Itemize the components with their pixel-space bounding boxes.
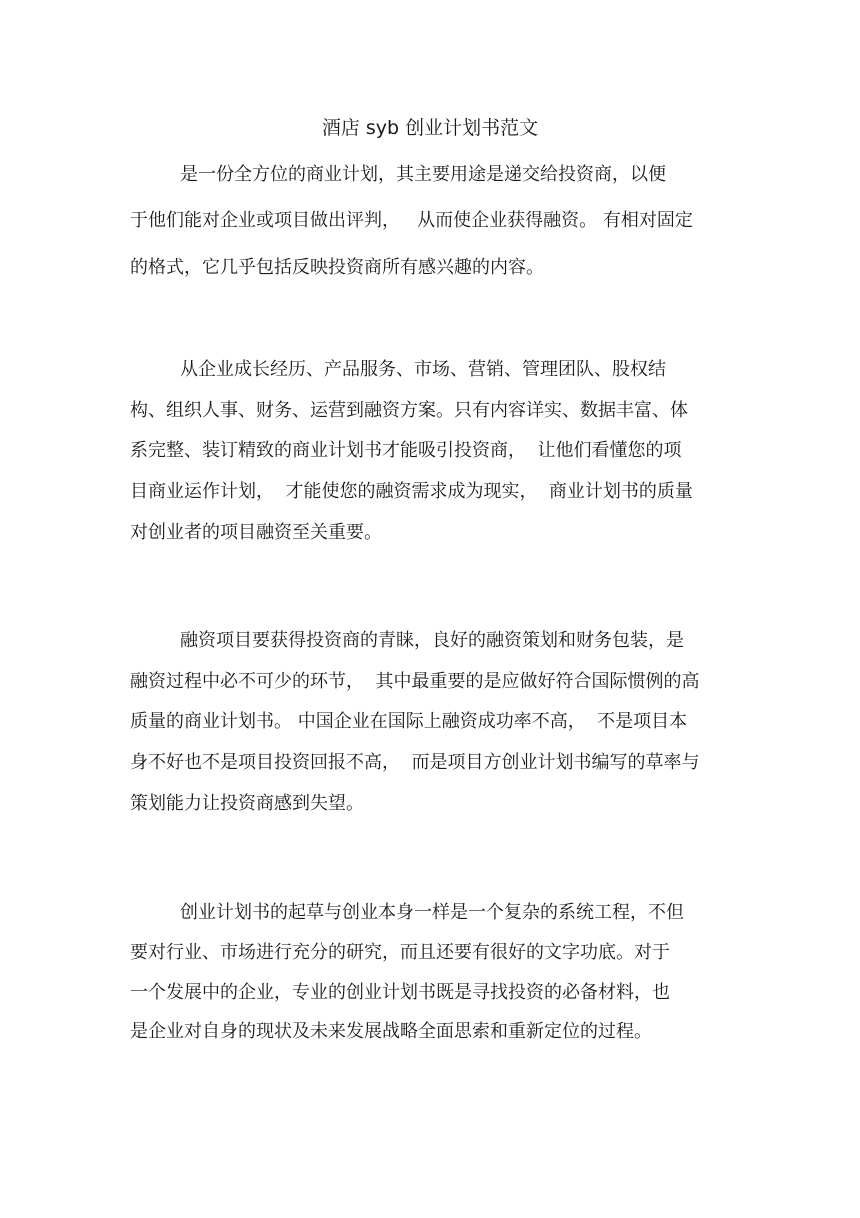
paragraph-line: 一个发展中的企业，专业的创业计划书既是寻找投资的必备材料，也	[130, 982, 670, 1003]
paragraph-line: 创业计划书的起草与创业本身一样是一个复杂的系统工程，不但	[180, 902, 684, 923]
paragraph-line: 构、组织人事、财务、运营到融资方案。只有内容详实、数据丰富、体	[130, 400, 688, 421]
paragraph-line: 质量的商业计划书。 中国企业在国际上融资成功率不高， 不是项目本	[130, 711, 688, 732]
paragraph-line: 要对行业、市场进行充分的研究，而且还要有很好的文字功底。对于	[130, 942, 670, 963]
document-title: 酒店 syb 创业计划书范文	[321, 117, 539, 139]
paragraph-line: 对创业者的项目融资至关重要。	[130, 522, 382, 543]
paragraph-line: 策划能力让投资商感到失望。	[130, 793, 364, 814]
paragraph-line: 身不好也不是项目投资回报不高， 而是项目方创业计划书编写的草率与	[130, 752, 700, 773]
paragraph-line: 是企业对自身的现状及未来发展战略全面思索和重新定位的过程。	[130, 1021, 652, 1042]
paragraph-line: 目商业运作计划， 才能使您的融资需求成为现实， 商业计划书的质量	[130, 481, 693, 502]
paragraph-line: 系完整、装订精致的商业计划书才能吸引投资商， 让他们看懂您的项	[130, 440, 682, 461]
paragraph-line: 从企业成长经历、产品服务、市场、营销、管理团队、股权结	[180, 359, 666, 380]
paragraph-line: 的格式，它几乎包括反映投资商所有感兴趣的内容。	[130, 257, 544, 278]
paragraph-line: 是一份全方位的商业计划，其主要用途是递交给投资商，以便	[180, 164, 666, 185]
paragraph-line: 融资项目要获得投资商的青睐，良好的融资策划和财务包装，是	[180, 630, 684, 651]
paragraph-line: 于他们能对企业或项目做出评判， 从而使企业获得融资。 有相对固定	[130, 210, 693, 231]
paragraph-line: 融资过程中必不可少的环节， 其中最重要的是应做好符合国际惯例的高	[130, 671, 700, 692]
